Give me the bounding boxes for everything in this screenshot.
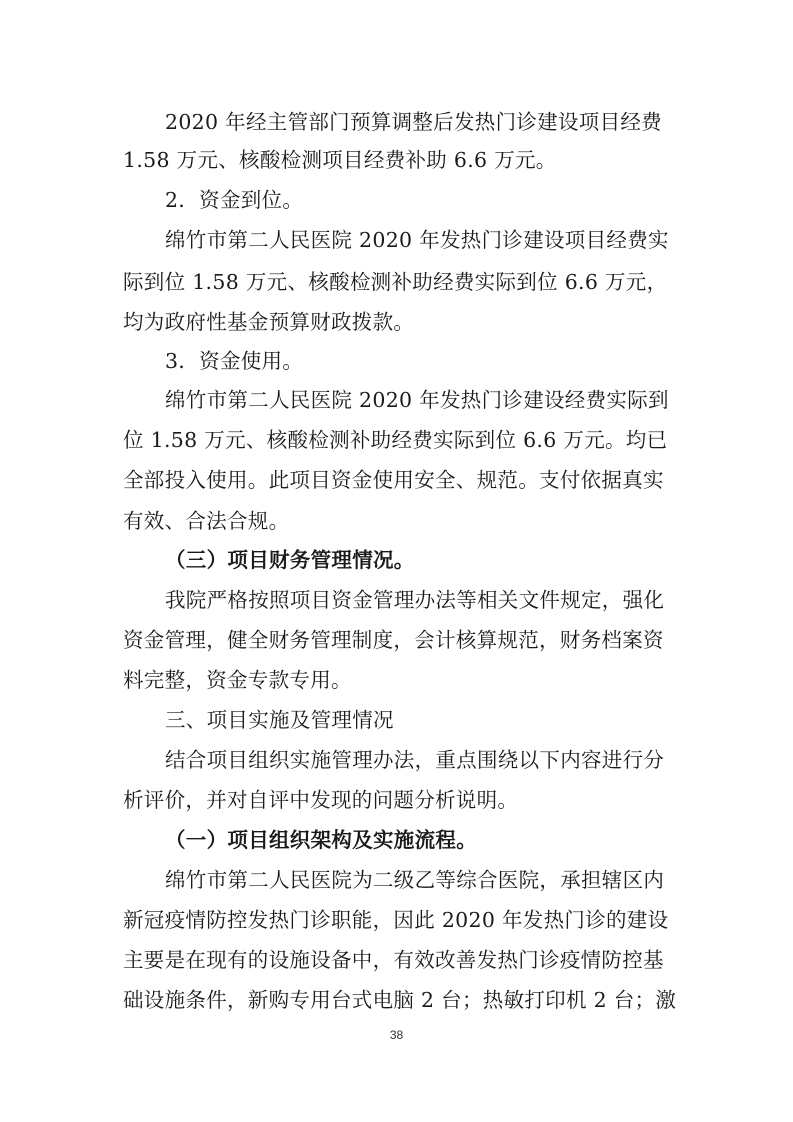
paragraph-line: 绵竹市第二人民医院 2020 年发热门诊建设经费实际到 xyxy=(165,388,669,412)
paragraph-line: 础设施条件，新购专用台式电脑 2 台；热敏打印机 2 台；激 xyxy=(123,988,677,1012)
paragraph-line: 1.58 万元、核酸检测项目经费补助 6.6 万元。 xyxy=(123,148,557,172)
paragraph-line: 际到位 1.58 万元、核酸检测补助经费实际到位 6.6 万元， xyxy=(123,270,668,294)
paragraph-line: 结合项目组织实施管理办法，重点围绕以下内容进行分 xyxy=(165,748,665,772)
section-subheading: 3．资金使用。 xyxy=(165,349,304,373)
section-heading: （一）项目组织架构及实施流程。 xyxy=(165,828,477,852)
page-number: 38 xyxy=(389,1028,404,1042)
paragraph-line: 位 1.58 万元、核酸检测补助经费实际到位 6.6 万元。均已 xyxy=(123,428,668,452)
paragraph-line: 新冠疫情防控发热门诊职能，因此 2020 年发热门诊的建设 xyxy=(123,908,669,932)
paragraph-line: 析评价，并对自评中发现的问题分析说明。 xyxy=(123,788,519,812)
paragraph-line: 绵竹市第二人民医院 2020 年发热门诊建设项目经费实 xyxy=(165,228,669,252)
paragraph-line: 绵竹市第二人民医院为二级乙等综合医院，承担辖区内 xyxy=(165,868,665,892)
paragraph-line: 资金管理，健全财务管理制度，会计核算规范，财务档案资 xyxy=(123,628,664,652)
paragraph-line: 我院严格按照项目资金管理办法等相关文件规定，强化 xyxy=(165,588,665,612)
section-subheading: 2．资金到位。 xyxy=(165,188,304,212)
paragraph-line: 有效、合法合规。 xyxy=(123,509,290,533)
paragraph-line: 2020 年经主管部门预算调整后发热门诊建设项目经费 xyxy=(165,110,662,134)
section-heading: （三）项目财务管理情况。 xyxy=(165,548,415,572)
paragraph-line: 料完整，资金专款专用。 xyxy=(123,668,352,692)
paragraph-line: 均为政府性基金预算财政拨款。 xyxy=(123,310,415,334)
paragraph-line: 主要是在现有的设施设备中，有效改善发热门诊疫情防控基 xyxy=(123,948,664,972)
paragraph-line: 全部投入使用。此项目资金使用安全、规范。支付依据真实 xyxy=(123,468,664,492)
section-heading: 三、项目实施及管理情况 xyxy=(165,708,394,732)
